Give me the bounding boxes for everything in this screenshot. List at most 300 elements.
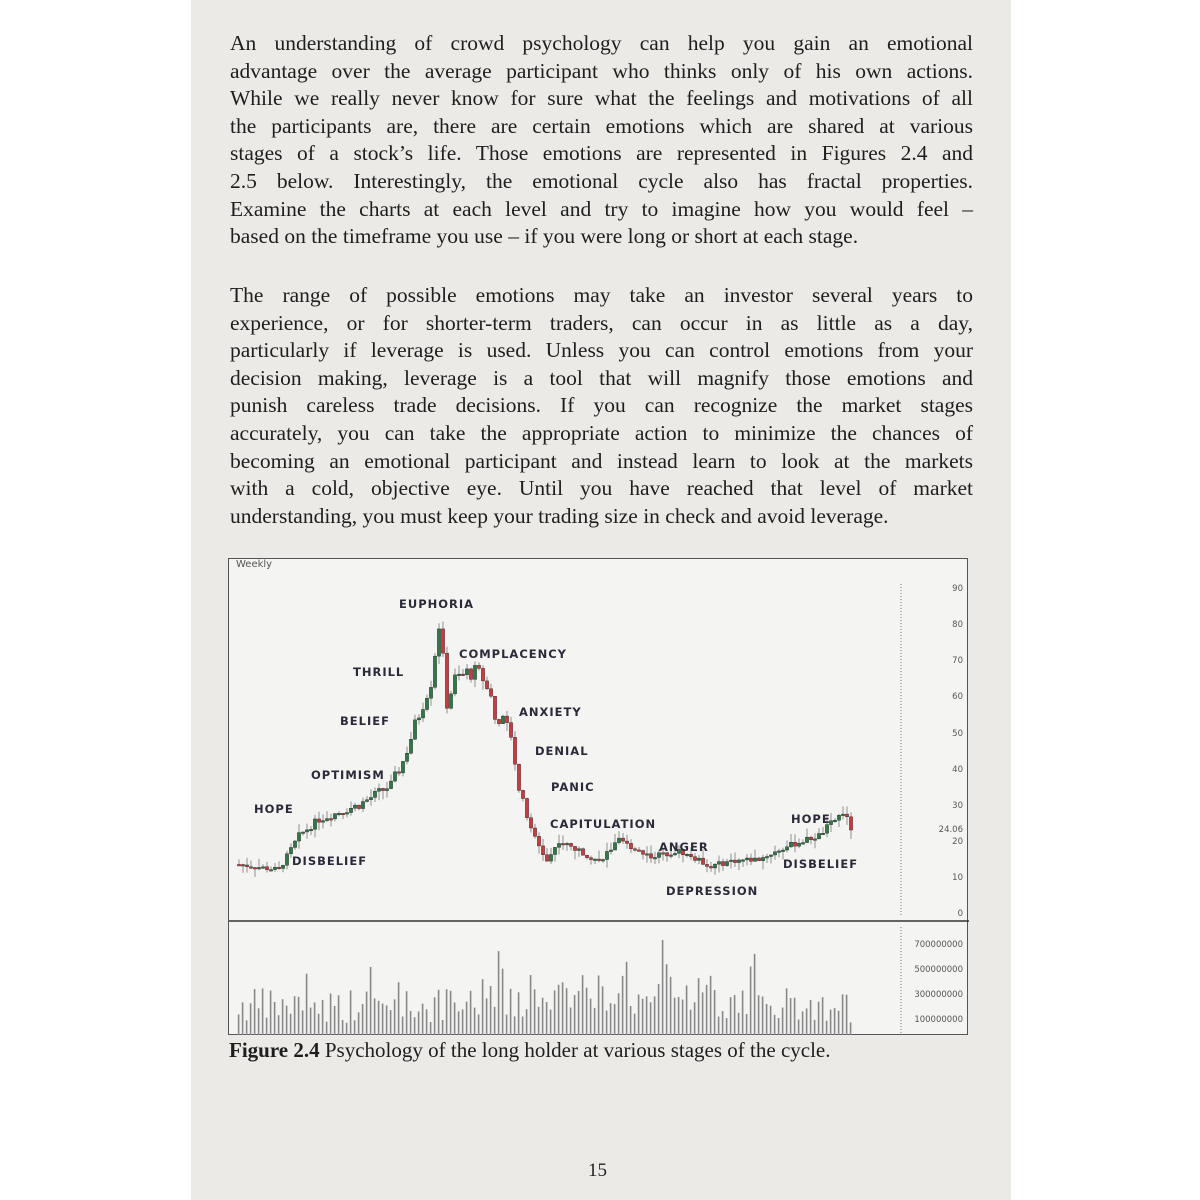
candle-body bbox=[705, 864, 708, 866]
volume-bar bbox=[406, 991, 408, 1035]
volume-bar bbox=[802, 1011, 804, 1035]
volume-bar bbox=[786, 988, 788, 1035]
volume-bar bbox=[754, 954, 756, 1035]
text-line: accurately, you can take the appropriate action to minimize the chances of bbox=[230, 420, 973, 445]
volume-bar bbox=[478, 1014, 480, 1035]
volume-bar bbox=[490, 986, 492, 1035]
volume-bar bbox=[334, 1006, 336, 1035]
volume-bar bbox=[326, 1022, 328, 1035]
price-tick-label: 20 bbox=[952, 836, 963, 847]
volume-bar bbox=[738, 1013, 740, 1035]
stage-label-euphoria: EUPHORIA bbox=[399, 597, 475, 611]
volume-bar bbox=[586, 988, 588, 1035]
price-tick-label: 0 bbox=[957, 909, 963, 919]
candle-body bbox=[297, 833, 300, 841]
candle-body bbox=[505, 716, 508, 723]
volume-bar bbox=[790, 998, 792, 1035]
candle-body bbox=[781, 850, 784, 852]
volume-bar bbox=[430, 1022, 432, 1035]
stage-label-hope-2: HOPE bbox=[791, 812, 831, 826]
volume-bar bbox=[574, 995, 576, 1035]
candle-body bbox=[377, 788, 380, 791]
text-line: stages of a stock’s life. Those emotions are represented in Figures 2.4 and bbox=[230, 141, 973, 166]
volume-bar bbox=[582, 975, 584, 1035]
volume-bar bbox=[678, 997, 680, 1035]
candle-body bbox=[425, 698, 428, 709]
candle-body bbox=[521, 790, 524, 798]
volume-bar bbox=[690, 1010, 692, 1035]
stage-label-thrill: THRILL bbox=[353, 665, 405, 679]
text-line: with a cold, objective eye. Until you have reached that level of market bbox=[230, 476, 973, 501]
text-line: The range of possible emotions may take an investor several years to bbox=[230, 283, 973, 307]
candle-body bbox=[365, 800, 368, 802]
text-line: An understanding of crowd psychology can help you gain an emotional bbox=[230, 31, 973, 55]
candle-body bbox=[289, 847, 292, 853]
candle-body bbox=[753, 858, 756, 861]
candle-body bbox=[257, 867, 260, 869]
stage-label-hope: HOPE bbox=[254, 802, 294, 816]
volume-bar bbox=[298, 997, 300, 1035]
volume-bar bbox=[598, 975, 600, 1035]
candle-body bbox=[849, 817, 852, 830]
candle-body bbox=[581, 849, 584, 856]
candle-body bbox=[501, 716, 504, 724]
volume-bar bbox=[558, 985, 560, 1035]
volume-bar bbox=[662, 940, 664, 1035]
volume-bar bbox=[386, 1005, 388, 1035]
volume-bar bbox=[522, 1017, 524, 1035]
candle-body bbox=[261, 867, 264, 869]
candle-body bbox=[469, 669, 472, 679]
volume-bar bbox=[554, 990, 556, 1035]
candle-body bbox=[625, 841, 628, 843]
volume-bar bbox=[830, 1010, 832, 1035]
candle-body bbox=[537, 836, 540, 846]
candle-body bbox=[285, 854, 288, 866]
volume-bar bbox=[306, 974, 308, 1035]
volume-bar bbox=[606, 1011, 608, 1035]
volume-bar bbox=[514, 1016, 516, 1035]
volume-bar bbox=[550, 1010, 552, 1035]
volume-bar bbox=[546, 1002, 548, 1035]
candle-body bbox=[593, 859, 596, 861]
volume-bar bbox=[346, 1023, 348, 1035]
candle-body bbox=[761, 857, 764, 860]
candle-body bbox=[525, 798, 528, 817]
volume-bar bbox=[242, 1002, 244, 1035]
candle-body bbox=[813, 839, 816, 841]
volume-bar bbox=[462, 1009, 464, 1035]
volume-bar bbox=[510, 989, 512, 1035]
volume-bar bbox=[658, 984, 660, 1035]
candle-body bbox=[769, 855, 772, 857]
candle-body bbox=[689, 854, 692, 856]
volume-bar bbox=[498, 951, 500, 1035]
volume-bar bbox=[646, 996, 648, 1035]
volume-bar bbox=[814, 1020, 816, 1035]
candle-body bbox=[421, 709, 424, 717]
candle-body bbox=[541, 846, 544, 855]
candle-body bbox=[713, 864, 716, 868]
candle-body bbox=[589, 858, 592, 860]
volume-bar bbox=[422, 1004, 424, 1035]
figure-caption bbox=[229, 1038, 831, 1063]
candle-body bbox=[449, 694, 452, 708]
candle-body bbox=[609, 850, 612, 852]
volume-bar bbox=[310, 1008, 312, 1035]
volume-bar bbox=[542, 998, 544, 1035]
volume-bar bbox=[822, 997, 824, 1035]
volume-bar bbox=[374, 998, 376, 1035]
candle-body bbox=[789, 842, 792, 847]
candle-body bbox=[517, 764, 520, 790]
price-tick-label: 80 bbox=[952, 620, 963, 631]
volume-bar bbox=[686, 985, 688, 1035]
candle-body bbox=[509, 723, 512, 738]
candle-body bbox=[457, 674, 460, 676]
volume-bar bbox=[778, 1018, 780, 1035]
text-line: 2.5 below. Interestingly, the emotional cycle also has fractal properties. bbox=[230, 168, 973, 193]
volume-bar bbox=[718, 1017, 720, 1035]
candle-body bbox=[301, 832, 304, 834]
stage-label-disbelief-2: DISBELIEF bbox=[783, 857, 859, 871]
candle-body bbox=[641, 851, 644, 855]
volume-bar bbox=[418, 1011, 420, 1035]
candle-body bbox=[597, 859, 600, 861]
candle-body bbox=[613, 843, 616, 850]
candle-body bbox=[629, 843, 632, 848]
candle-body bbox=[237, 864, 240, 866]
candle-body bbox=[837, 815, 840, 820]
volume-bar bbox=[666, 964, 668, 1035]
volume-bar bbox=[362, 1004, 364, 1035]
candle-body bbox=[445, 653, 448, 708]
volume-bar bbox=[398, 982, 400, 1035]
text-line: punish careless trade decisions. If you can recognize the market stages bbox=[230, 393, 973, 418]
volume-bar bbox=[342, 1020, 344, 1035]
volume-bar bbox=[378, 1001, 380, 1035]
stage-label-denial: DENIAL bbox=[535, 744, 589, 758]
candle-body bbox=[809, 837, 812, 840]
candle-body bbox=[845, 814, 848, 817]
figure-chart bbox=[228, 558, 968, 1035]
candle-body bbox=[361, 802, 364, 809]
candle-body bbox=[437, 629, 440, 656]
candle-body bbox=[325, 819, 328, 821]
candle-body bbox=[565, 843, 568, 845]
last-price-label: 24.06 bbox=[938, 825, 963, 836]
candle-body bbox=[309, 829, 312, 831]
text-line: While we really never know for sure what the feelings and motivations of all bbox=[230, 86, 973, 111]
volume-bar bbox=[294, 996, 296, 1035]
volume-bar bbox=[634, 1014, 636, 1035]
volume-bar bbox=[654, 996, 656, 1035]
text-line: decision making, leverage is a tool that will magnify those emotions and bbox=[230, 365, 973, 390]
candle-body bbox=[485, 681, 488, 689]
volume-bar bbox=[314, 1002, 316, 1035]
candle-body bbox=[737, 860, 740, 863]
volume-bar bbox=[594, 1008, 596, 1035]
price-tick-label: 70 bbox=[952, 656, 963, 667]
volume-bar bbox=[610, 1003, 612, 1035]
candle-body bbox=[473, 665, 476, 679]
candle-body bbox=[749, 858, 752, 861]
volume-bar bbox=[474, 1008, 476, 1035]
volume-bar bbox=[534, 989, 536, 1035]
volume-bar bbox=[330, 993, 332, 1035]
volume-bar bbox=[454, 1003, 456, 1035]
volume-bar bbox=[742, 991, 744, 1035]
volume-bar bbox=[774, 1015, 776, 1035]
volume-bar bbox=[302, 1010, 304, 1035]
candle-body bbox=[821, 833, 824, 835]
candle-body bbox=[329, 819, 332, 821]
volume-bar bbox=[482, 979, 484, 1035]
candle-body bbox=[817, 833, 820, 838]
candle-body bbox=[385, 789, 388, 791]
candle-body bbox=[729, 860, 732, 862]
paragraph-2 bbox=[230, 282, 973, 530]
volume-bar bbox=[698, 978, 700, 1035]
volume-bar bbox=[250, 1003, 252, 1035]
text-line: based on the timeframe you use – if you were long or short at each stage. bbox=[230, 224, 859, 249]
volume-bar bbox=[458, 1011, 460, 1035]
volume-bar bbox=[806, 1008, 808, 1035]
candle-body bbox=[353, 805, 356, 808]
volume-bar bbox=[834, 1008, 836, 1035]
candle-body bbox=[601, 860, 604, 862]
volume-bar bbox=[710, 976, 712, 1035]
volume-bar bbox=[254, 989, 256, 1035]
volume-tick-label: 100000000 bbox=[914, 1015, 963, 1025]
price-tick-label: 50 bbox=[952, 728, 963, 739]
volume-bar bbox=[470, 991, 472, 1035]
candle-body bbox=[605, 851, 608, 859]
volume-bar bbox=[354, 1020, 356, 1035]
volume-bar bbox=[282, 999, 284, 1035]
volume-bar bbox=[766, 1004, 768, 1035]
candle-body bbox=[345, 813, 348, 815]
candle-body bbox=[373, 791, 376, 797]
candle-body bbox=[717, 862, 720, 865]
volume-bar bbox=[530, 975, 532, 1035]
volume-bar bbox=[466, 1002, 468, 1035]
candle-body bbox=[733, 860, 736, 862]
volume-bar bbox=[674, 998, 676, 1035]
volume-bar bbox=[618, 993, 620, 1035]
stage-label-belief: BELIEF bbox=[340, 714, 390, 728]
text-line: advantage over the average participant who thinks only of his own actions. bbox=[230, 58, 973, 83]
volume-bar bbox=[726, 1018, 728, 1035]
volume-bar bbox=[734, 995, 736, 1035]
candle-body bbox=[645, 854, 648, 856]
figure-number: Figure 2.4 bbox=[229, 1038, 320, 1062]
volume-bar bbox=[566, 988, 568, 1035]
stage-label-depression: DEPRESSION bbox=[666, 884, 759, 898]
volume-bar bbox=[794, 998, 796, 1035]
volume-bar bbox=[682, 1000, 684, 1035]
candle-body bbox=[417, 718, 420, 720]
candle-body bbox=[489, 689, 492, 696]
candle-body bbox=[669, 855, 672, 857]
volume-bar bbox=[262, 989, 264, 1035]
volume-bar bbox=[562, 982, 564, 1035]
candle-body bbox=[533, 828, 536, 836]
candle-body bbox=[453, 675, 456, 694]
volume-bar bbox=[650, 1002, 652, 1035]
candle-body bbox=[269, 870, 272, 872]
candle-body bbox=[757, 858, 760, 861]
volume-bar bbox=[578, 991, 580, 1035]
candle-body bbox=[241, 865, 244, 867]
volume-tick-label: 700000000 bbox=[914, 940, 963, 950]
volume-bar bbox=[670, 977, 672, 1035]
stage-label-anxiety: ANXIETY bbox=[519, 705, 582, 719]
candle-body bbox=[281, 865, 284, 868]
candle-body bbox=[401, 761, 404, 772]
volume-bar bbox=[494, 1007, 496, 1035]
volume-bar bbox=[722, 1011, 724, 1035]
text-line: Examine the charts at each level and try to imagine how you would feel – bbox=[230, 196, 973, 221]
volume-bar bbox=[318, 1014, 320, 1035]
candle-body bbox=[721, 862, 724, 866]
candle-body bbox=[405, 753, 408, 761]
volume-bar bbox=[846, 995, 848, 1035]
volume-bar bbox=[350, 990, 352, 1035]
volume-bar bbox=[438, 990, 440, 1035]
candle-body bbox=[741, 860, 744, 862]
candle-body bbox=[653, 857, 656, 859]
volume-tick-label: 300000000 bbox=[914, 990, 963, 1000]
volume-bar bbox=[746, 1014, 748, 1035]
candle-body bbox=[561, 843, 564, 845]
stage-label-disbelief: DISBELIEF bbox=[292, 854, 368, 868]
stage-label-complacency: COMPLACENCY bbox=[459, 647, 568, 661]
candle-body bbox=[413, 720, 416, 739]
figure-caption-text: Psychology of the long holder at various stages of the cycle. bbox=[319, 1038, 831, 1062]
volume-bar bbox=[370, 967, 372, 1035]
paragraph-1 bbox=[230, 30, 973, 251]
candle-body bbox=[273, 867, 276, 869]
candle-body bbox=[801, 843, 804, 845]
candle-body bbox=[553, 847, 556, 854]
candle-body bbox=[497, 719, 500, 723]
candle-body bbox=[465, 669, 468, 675]
candle-body bbox=[777, 851, 780, 853]
volume-bar bbox=[518, 992, 520, 1035]
candle-body bbox=[569, 843, 572, 846]
volume-bar bbox=[714, 990, 716, 1035]
volume-bar bbox=[338, 995, 340, 1035]
stage-label-panic: PANIC bbox=[551, 780, 595, 794]
volume-bar bbox=[246, 1020, 248, 1035]
candle-body bbox=[725, 862, 728, 866]
volume-bar bbox=[506, 1015, 508, 1035]
candle-body bbox=[249, 867, 252, 869]
volume-bar bbox=[762, 997, 764, 1035]
volume-bar bbox=[770, 1006, 772, 1035]
volume-bar bbox=[394, 999, 396, 1035]
volume-bar bbox=[694, 1002, 696, 1035]
volume-bar bbox=[526, 1009, 528, 1035]
volume-bar bbox=[630, 1006, 632, 1035]
volume-bar bbox=[274, 1002, 276, 1035]
volume-bar bbox=[238, 1014, 240, 1035]
volume-bar bbox=[810, 1000, 812, 1035]
candle-body bbox=[293, 841, 296, 847]
volume-bar bbox=[358, 1012, 360, 1035]
candle-body bbox=[317, 819, 320, 822]
price-tick-label: 60 bbox=[952, 692, 963, 703]
candle-body bbox=[397, 772, 400, 774]
candle-body bbox=[481, 668, 484, 680]
candle-body bbox=[381, 788, 384, 790]
volume-bar bbox=[702, 992, 704, 1035]
volume-bar bbox=[818, 1002, 820, 1035]
candle-body bbox=[321, 821, 324, 823]
volume-bar bbox=[290, 1014, 292, 1035]
stage-label-capitulation: CAPITULATION bbox=[550, 817, 657, 831]
candle-body bbox=[649, 854, 652, 858]
volume-bar bbox=[402, 1017, 404, 1035]
price-tick-label: 10 bbox=[952, 872, 963, 883]
stage-label-anger: ANGER bbox=[659, 840, 709, 854]
text-line: experience, or for shorter-term traders, can occur in as little as a day, bbox=[230, 310, 973, 335]
candle-body bbox=[389, 781, 392, 789]
candle-body bbox=[693, 857, 696, 861]
price-tick-label: 30 bbox=[952, 800, 963, 811]
volume-bar bbox=[426, 1009, 428, 1035]
candle-body bbox=[797, 843, 800, 846]
candle-body bbox=[429, 687, 432, 698]
volume-bar bbox=[390, 1010, 392, 1035]
candle-body bbox=[697, 858, 700, 860]
volume-bar bbox=[486, 998, 488, 1035]
volume-bar bbox=[538, 1007, 540, 1035]
volume-bar bbox=[442, 1020, 444, 1035]
candle-body bbox=[245, 865, 248, 867]
volume-bar bbox=[434, 997, 436, 1035]
candle-body bbox=[637, 850, 640, 852]
volume-bar bbox=[266, 1018, 268, 1035]
candle-body bbox=[805, 837, 808, 842]
volume-bar bbox=[730, 997, 732, 1035]
volume-bar bbox=[826, 1021, 828, 1035]
candle-body bbox=[793, 842, 796, 846]
candle-body bbox=[785, 847, 788, 850]
candle-body bbox=[545, 855, 548, 861]
volume-bar bbox=[758, 995, 760, 1035]
candle-body bbox=[333, 814, 336, 819]
candle-body bbox=[441, 629, 444, 653]
candle-body bbox=[357, 805, 360, 808]
volume-bar bbox=[570, 1007, 572, 1035]
volume-bar bbox=[286, 1006, 288, 1035]
page-number: 15 bbox=[588, 1160, 607, 1181]
candle-body bbox=[513, 737, 516, 764]
candle-body bbox=[709, 866, 712, 868]
chart-canvas bbox=[229, 559, 969, 1036]
volume-bar bbox=[842, 994, 844, 1035]
volume-bar bbox=[850, 1022, 852, 1035]
candle-body bbox=[773, 852, 776, 855]
volume-bar bbox=[382, 1004, 384, 1035]
candle-body bbox=[557, 843, 560, 847]
volume-bar bbox=[642, 999, 644, 1035]
candle-body bbox=[265, 867, 268, 870]
stage-label-optimism: OPTIMISM bbox=[311, 768, 385, 782]
candle-body bbox=[621, 838, 624, 841]
